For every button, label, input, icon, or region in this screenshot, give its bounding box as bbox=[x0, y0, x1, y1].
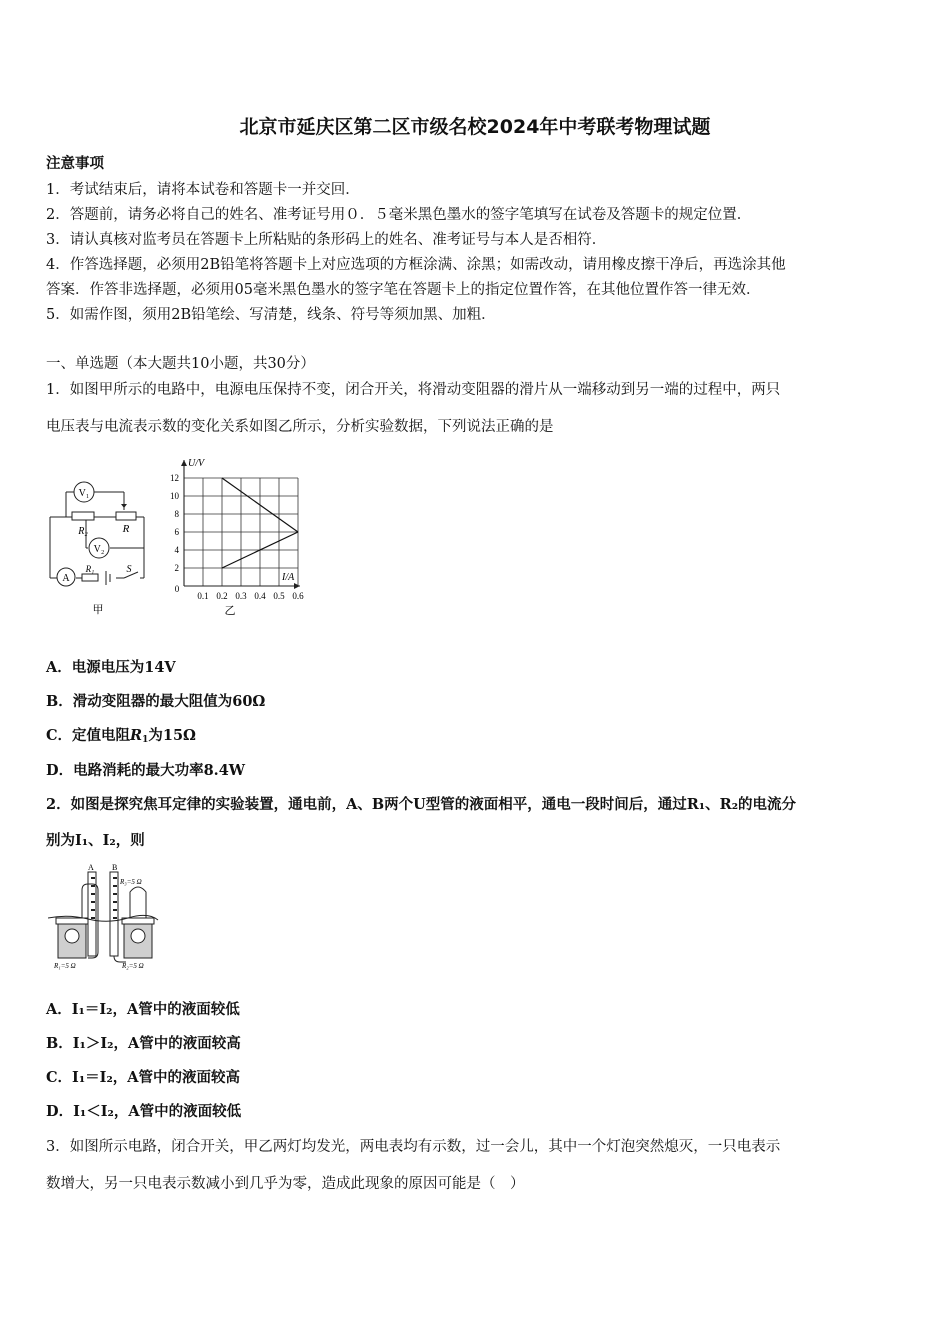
x-axis-label: I/A bbox=[282, 572, 295, 583]
y-axis-arrow bbox=[181, 460, 187, 466]
r2-label: R₂ bbox=[78, 526, 88, 537]
question-1-stem: 电压表与电流表示数的变化关系如图乙所示，分析实验数据，下列说法正确的是 bbox=[46, 419, 554, 435]
r2-label: R₂=5 Ω bbox=[122, 962, 144, 970]
r1-label: R₁ bbox=[85, 564, 95, 574]
notice-heading: 注意事项 bbox=[46, 155, 104, 172]
q1-option-c[interactable] bbox=[46, 724, 196, 745]
q2-option-d[interactable]: D．I₁＜I₂，A管中的液面较低 bbox=[46, 1103, 242, 1120]
q1-option-b[interactable]: B．滑动变阻器的最大阻值为60Ω bbox=[46, 693, 266, 710]
ui-graph-yi bbox=[160, 452, 310, 620]
tube-b-label: B bbox=[112, 863, 118, 872]
resistor-r1 bbox=[82, 574, 98, 581]
origin-label: 0 bbox=[174, 584, 180, 594]
q2-option-a[interactable]: A．I₁＝I₂，A管中的液面较低 bbox=[46, 1001, 240, 1018]
x-axis-arrow bbox=[294, 583, 300, 589]
y-tick-label: 2 bbox=[174, 563, 179, 573]
option-c-sub: 1 bbox=[142, 735, 149, 745]
question-3-stem: 数增大，另一只电表示数减小到几乎为零，造成此现象的原因可能是（ ） bbox=[46, 1176, 525, 1192]
x-tick-label: 0.5 bbox=[273, 591, 285, 601]
tube-a-label: A bbox=[88, 863, 94, 872]
x-tick-label: 0.6 bbox=[292, 591, 304, 601]
v2-label: V₂ bbox=[93, 544, 105, 555]
q2-option-b[interactable]: B．I₁＞I₂，A管中的液面较高 bbox=[46, 1035, 241, 1052]
v1-label: V₁ bbox=[78, 488, 90, 499]
figure-caption-yi: 乙 bbox=[224, 605, 236, 617]
notice-item: 答案．作答非选择题，必须用05毫米黑色墨水的签字笔在答题卡上的指定位置作答，在其他位置作答一律无效． bbox=[46, 282, 761, 298]
notice-item: 1．考试结束后，请将本试卷和答题卡一并交回． bbox=[46, 182, 360, 198]
ammeter-label: A bbox=[62, 573, 70, 584]
y-axis-label: U/V bbox=[188, 458, 205, 469]
option-c-text-end: 为15Ω bbox=[148, 727, 196, 744]
resistor-coil-right bbox=[131, 929, 145, 943]
question-1-stem: 1．如图甲所示的电路中，电源电压保持不变，闭合开关，将滑动变阻器的滑片从一端移动到另一端的过程中，两只 bbox=[46, 382, 781, 398]
rheostat-slider bbox=[121, 504, 127, 508]
switch-label: S bbox=[126, 564, 132, 575]
notice-item: 5．如需作图，须用2B铅笔绘、写清楚，线条、符号等须加黑、加粗． bbox=[46, 307, 496, 323]
notice-item: 4．作答选择题，必须用2B铅笔将答题卡上对应选项的方框涂满、涂黑；如需改动，请用橡皮擦干净后，再选涂其他 bbox=[46, 257, 786, 273]
y-tick-label: 8 bbox=[174, 509, 179, 519]
resistor-coil-left bbox=[65, 929, 79, 943]
q1-option-d[interactable]: D．电路消耗的最大功率8.4W bbox=[46, 762, 246, 779]
question-3-stem: 3．如图所示电路，闭合开关，甲乙两灯均发光，两电表均有示数，过一会儿，其中一个灯泡突然熄灭，一只电表示 bbox=[46, 1139, 781, 1155]
notice-item: 2．答题前，请务必将自己的姓名、准考证号用０．５毫米黑色墨水的签字笔填写在试卷及答题卡的规定位置． bbox=[46, 207, 752, 223]
q2-option-c[interactable]: C．I₁＝I₂，A管中的液面较高 bbox=[46, 1069, 241, 1086]
question-2-stem: 2．如图是探究焦耳定律的实验装置，通电前，A、B两个U型管的液面相平，通电一段时间后，通过R₁、R₂的电流分 bbox=[46, 796, 797, 813]
r3-label: R₃=5 Ω bbox=[120, 878, 142, 886]
notice-item: 3．请认真核对监考员在答题卡上所粘贴的条形码上的姓名、准考证号与本人是否相符． bbox=[46, 232, 607, 248]
rheostat-r bbox=[116, 512, 136, 520]
joule-apparatus-figure bbox=[48, 862, 160, 974]
y-tick-label: 4 bbox=[174, 545, 179, 555]
x-tick-label: 0.3 bbox=[235, 591, 247, 601]
option-c-var: R bbox=[130, 727, 143, 744]
y-tick-label: 10 bbox=[170, 491, 179, 501]
section-heading: 一、单选题（本大题共10小题，共30分） bbox=[46, 356, 315, 372]
x-tick-label: 0.2 bbox=[216, 591, 228, 601]
figure-caption-jia: 甲 bbox=[92, 604, 104, 616]
r1-label: R₁=5 Ω bbox=[54, 962, 76, 970]
y-tick-label: 6 bbox=[174, 527, 179, 537]
x-tick-label: 0.4 bbox=[254, 591, 266, 601]
r-label: R bbox=[122, 523, 130, 535]
option-c-text: C．定值电阻 bbox=[46, 727, 131, 744]
q1-option-a[interactable]: A．电源电压为14V bbox=[46, 659, 176, 676]
y-tick-label: 12 bbox=[170, 473, 179, 483]
x-tick-label: 0.1 bbox=[197, 591, 209, 601]
circuit-diagram-jia bbox=[44, 470, 154, 620]
page-title: 北京市延庆区第二区市级名校2024年中考联考物理试题 bbox=[239, 116, 711, 138]
resistor-r2 bbox=[72, 512, 94, 520]
question-2-stem: 别为I₁、I₂，则 bbox=[46, 832, 145, 849]
